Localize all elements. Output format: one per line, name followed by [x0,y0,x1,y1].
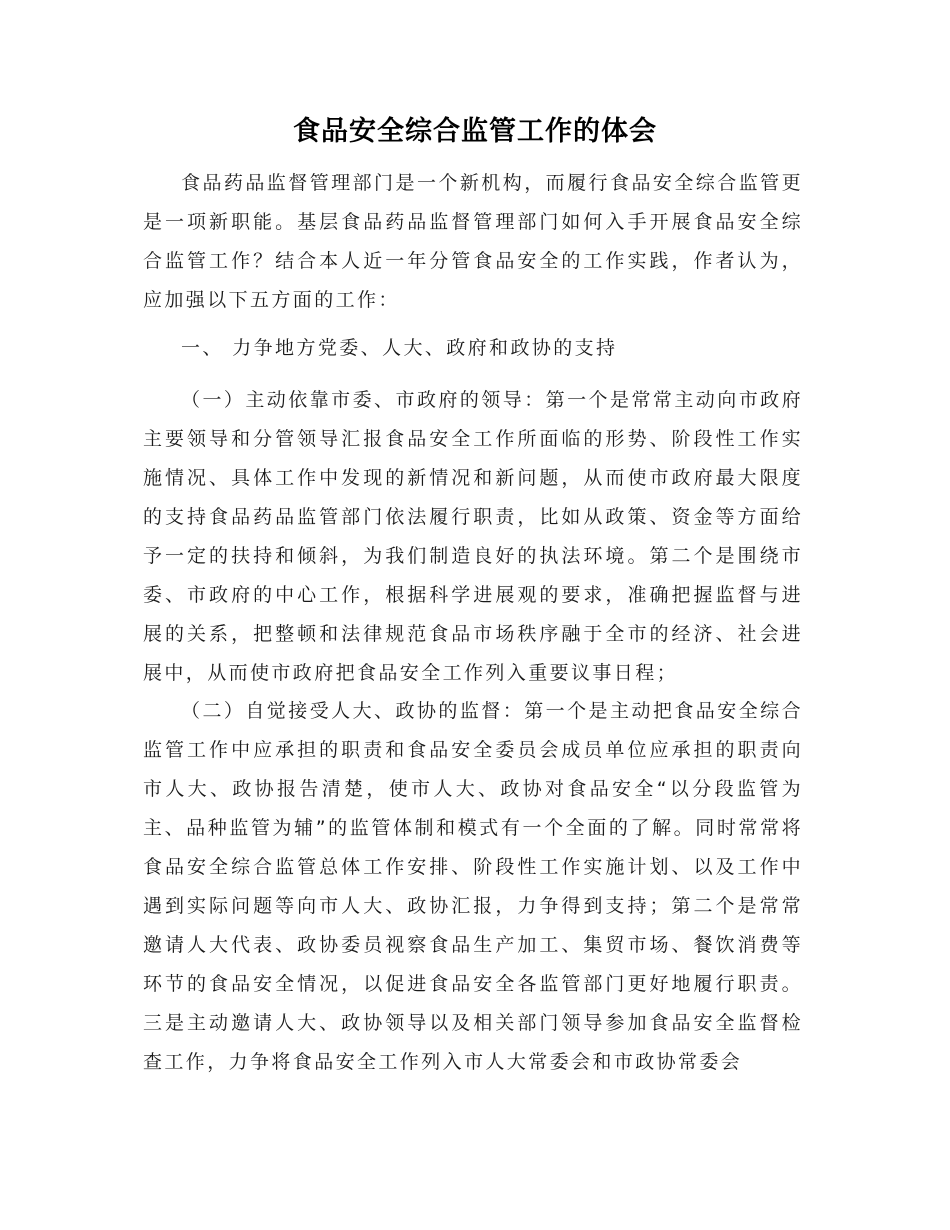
document-title: 食品安全综合监管工作的体会 [293,116,657,147]
subsection-1-block [143,381,803,693]
intro-paragraph: 食品药品监督管理部门是一个新机构，而履行食品安全综合监管更是一项新职能。基层食品药品监督管理部门如何入手开展食品安全综合监管工作？结合本人近一年分管食品安全的工作实践，作者认为，应加强以下五方面的工作： [143,172,803,311]
subsection-1-paragraph: （一）主动依靠市委、市政府的领导：第一个是常常主动向市政府主要领导和分管领导汇报食品安全工作所面临的形势、阶段性工作实施情况、具体工作中发现的新情况和新问题，从而使市政府最大限度的支持食品药品监管部门依法履行职责，比如从政策、资金等方面给予一定的扶持和倾斜，为我们制造良好的执法环境。第二个是围绕市委、市政府的中心工作，根据科学进展观的要求，准确把握监督与进展的关系，把整顿和法律规范食品市场秩序融于全市的经济、社会进展中，从而使市政府把食品安全工作列入重要议事日程； [143,389,803,684]
intro-section [143,164,803,320]
section-1-heading: 一、 力争地方党委、人大、政府和政协的支持 [181,337,618,359]
subsection-2-paragraph: （二）自觉接受人大、政协的监督：第一个是主动把食品安全综合监管工作中应承担的职责和食品安全委员会成员单位应承担的职责向市人大、政协报告清楚，使市人大、政协对食品安全“以分段监管为主、品种监管为辅”的监管体制和模式有一个全面的了解。同时常常将食品安全综合监管总体工作安排、阶段性工作实施计划、以及工作中遇到实际问题等向市人大、政协汇报，力争得到支持；第二个是常常邀请人大代表、政协委员视察食品生产加工、集贸市场、餐饮消费等环节的食品安全情况，以促进食品安全各监管部门更好地履行职责。三是主动邀请人大、政协领导以及相关部门领导参加食品安全监督检查工作，力争将食品安全工作列入市人大常委会和市政协常委会 [143,700,803,1073]
subsection-2-block [143,692,803,1082]
section-1-block [143,329,803,368]
